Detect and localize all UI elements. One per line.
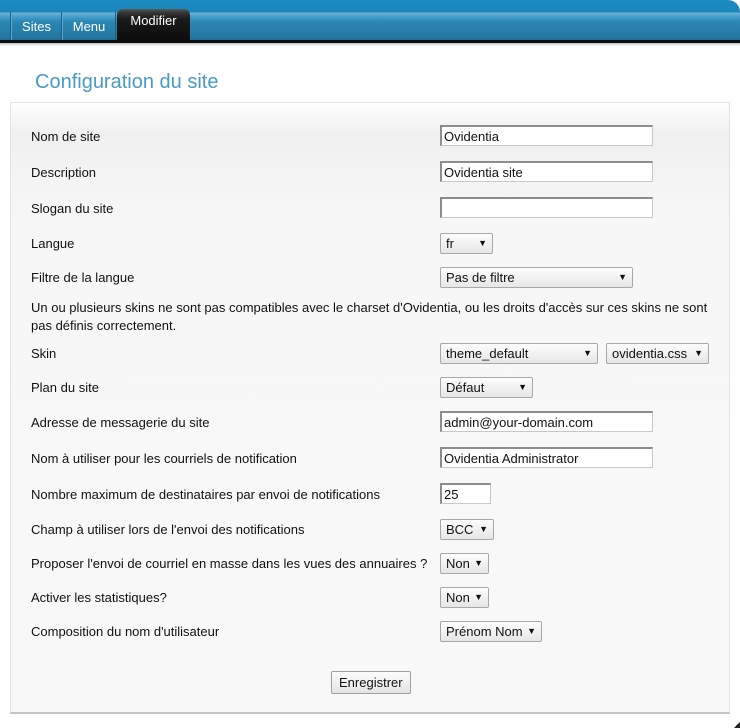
page-title: Configuration du site xyxy=(35,71,219,93)
language-value: fr xyxy=(446,236,454,251)
skin-theme-value: theme_default xyxy=(446,346,529,361)
sitemap-select[interactable] xyxy=(440,377,533,398)
chevron-down-icon: ▼ xyxy=(478,238,487,248)
resize-corner-icon xyxy=(734,722,740,728)
site-email-input[interactable] xyxy=(440,411,653,432)
chevron-down-icon: ▼ xyxy=(518,382,527,392)
username-format-label: Composition du nom d'utilisateur xyxy=(31,624,220,639)
chevron-down-icon: ▼ xyxy=(694,348,703,358)
notification-field-select[interactable] xyxy=(440,519,494,540)
mass-mail-select[interactable] xyxy=(440,553,489,574)
skin-theme-select[interactable] xyxy=(440,343,598,364)
sitemap-value: Défaut xyxy=(446,380,485,395)
language-select[interactable] xyxy=(440,233,493,254)
chevron-down-icon: ▼ xyxy=(479,524,488,534)
language-filter-select[interactable] xyxy=(440,267,633,288)
chevron-down-icon: ▼ xyxy=(527,626,536,636)
site-name-label: Nom de site xyxy=(31,129,101,144)
language-filter-label: Filtre de la langue xyxy=(31,270,135,285)
mass-mail-value: Non xyxy=(446,556,470,571)
sitemap-label: Plan du site xyxy=(31,380,99,395)
max-recipients-input[interactable] xyxy=(440,483,491,504)
mass-mail-label: Proposer l'envoi de courriel en masse dans les vues des annuaires ? xyxy=(31,556,428,571)
language-label: Langue xyxy=(31,236,75,251)
tab-modifier[interactable]: Modifier xyxy=(117,9,190,40)
notification-name-input[interactable] xyxy=(440,447,653,468)
notification-name-label: Nom à utiliser pour les courriels de notification xyxy=(31,451,297,466)
description-input[interactable] xyxy=(440,161,653,182)
site-name-input[interactable] xyxy=(440,125,653,146)
nav-tabs xyxy=(0,12,190,40)
chevron-down-icon: ▼ xyxy=(474,558,483,568)
skin-label: Skin xyxy=(31,346,57,361)
chevron-down-icon: ▼ xyxy=(618,272,627,282)
save-button[interactable]: Enregistrer xyxy=(331,671,411,694)
skin-stylesheet-value: ovidentia.css xyxy=(612,346,688,361)
site-email-label: Adresse de messagerie du site xyxy=(31,415,210,430)
notification-field-label: Champ à utiliser lors de l'envoi des notifications xyxy=(31,522,305,537)
skin-compatibility-notice: Un ou plusieurs skins ne sont pas compatibles avec le charset d'Ovidentia, ou les droits d'accès sur ces skins ne sont pas définis correctement. xyxy=(31,300,708,333)
statistics-label: Activer les statistiques? xyxy=(31,590,167,605)
chevron-down-icon: ▼ xyxy=(474,592,483,602)
top-nav-bar xyxy=(0,0,740,43)
statistics-select[interactable] xyxy=(440,587,489,608)
tab-menu[interactable]: Menu xyxy=(62,12,116,40)
statistics-value: Non xyxy=(446,590,470,605)
site-config-form xyxy=(10,102,730,714)
notification-field-value: BCC xyxy=(446,522,474,537)
tab-spacer xyxy=(0,12,11,40)
max-recipients-label: Nombre maximum de destinataires par envoi de notifications xyxy=(31,487,381,502)
username-format-select[interactable] xyxy=(440,621,542,642)
slogan-label: Slogan du site xyxy=(31,201,114,216)
chevron-down-icon: ▼ xyxy=(583,348,592,358)
username-format-value: Prénom Nom xyxy=(446,624,523,639)
slogan-input[interactable] xyxy=(440,197,653,218)
language-filter-value: Pas de filtre xyxy=(446,270,515,285)
tab-sites[interactable]: Sites xyxy=(11,12,62,40)
skin-stylesheet-select[interactable] xyxy=(606,343,709,364)
description-label: Description xyxy=(31,165,97,180)
